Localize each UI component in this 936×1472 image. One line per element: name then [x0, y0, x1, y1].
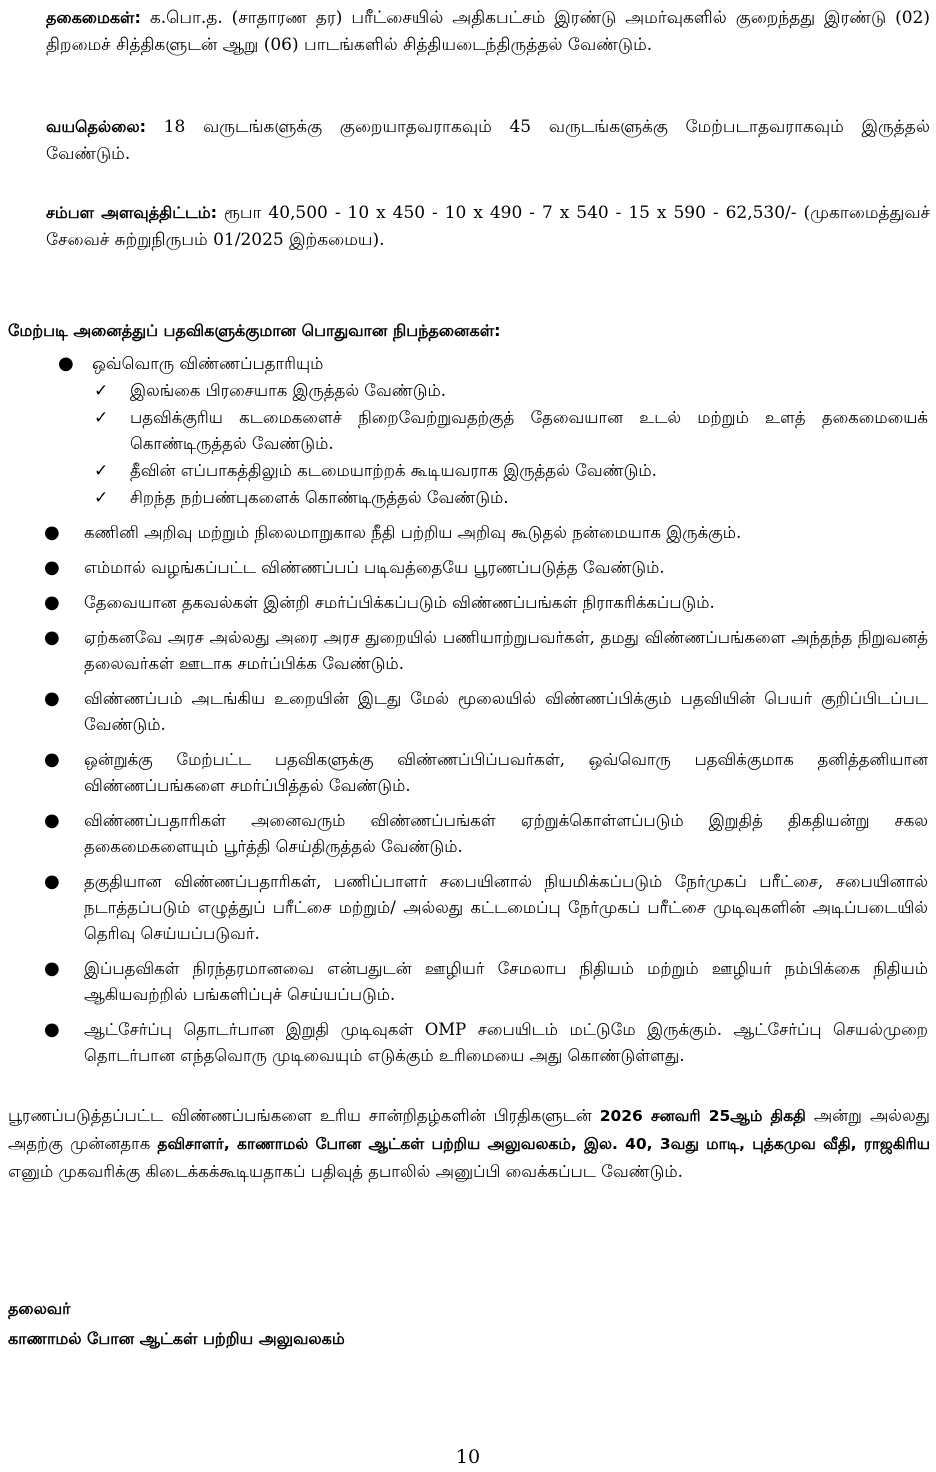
- list-item: [0, 869, 936, 947]
- submission-text-3: எனும் முகவரிக்கு கிடைக்கக்கூடியதாகப் பதிவுத் தபாலில் அனுப்பி வைக்கப்பட வேண்டும்.: [8, 1162, 683, 1181]
- bullet-icon: ●: [44, 592, 60, 613]
- list-item: [0, 625, 936, 677]
- bullet-icon: ●: [44, 871, 60, 892]
- sub-list-item: [0, 485, 936, 511]
- bullet-icon: ●: [44, 749, 60, 770]
- list-item-text: விண்ணப்பம் அடங்கிய உறையின் இடது மேல் மூலையில் விண்ணப்பிக்கும் பதவியின் பெயர் குறிப்பிடப்பட வேண்டும்.: [84, 689, 928, 734]
- list-item: [0, 590, 936, 616]
- sub-list-item: [0, 405, 936, 457]
- bullet-icon: ●: [44, 1019, 60, 1040]
- list-item-text: ஆட்சேர்ப்பு தொடர்பான இறுதி முடிவுகள் OMP சபையிடம் மட்டுமே இருக்கும். ஆட்சேர்ப்பு செயல்முறை தொடர்பான எந்தவொரு முடிவையும் எடுக்கும் உரிமையை அது கொண்டுள்ளது.: [84, 1020, 928, 1065]
- list-item-text: விண்ணப்பதாரிகள் அனைவரும் விண்ணப்பங்கள் ஏற்றுக்கொள்ளப்படும் இறுதித் திகதியன்று சகல தகைமைகளையும் பூர்த்தி செய்திருத்தல் வேண்டும்.: [84, 811, 928, 856]
- age-limit-paragraph: [46, 113, 930, 168]
- list-item: [0, 1017, 936, 1069]
- sub-list-item-text: பதவிக்குரிய கடமைகளைச் நிறைவேற்றுவதற்குத் தேவையான உடல் மற்றும் உளத் தகைமையைக் கொண்டிருத்தல் வேண்டும்.: [130, 408, 928, 453]
- salary-scale-paragraph: [46, 199, 930, 254]
- submission-paragraph: [8, 1102, 930, 1185]
- list-item-text: கணினி அறிவு மற்றும் நிலைமாறுகால நீதி பற்றிய அறிவு கூடுதல் நன்மையாக இருக்கும்.: [84, 523, 742, 542]
- list-item-text: ஒன்றுக்கு மேற்பட்ட பதவிகளுக்கு விண்ணப்பிப்பவர்கள், ஒவ்வொரு பதவிக்குமாக தனித்தனியான விண்ணப்பங்களை சமர்ப்பித்தல் வேண்டும்.: [84, 750, 928, 795]
- page-number: 10: [455, 1446, 481, 1468]
- bullet-icon: ●: [44, 627, 60, 648]
- list-item-text: எம்மால் வழங்கப்பட்ட விண்ணப்பப் படிவத்தையே பூரணப்படுத்த வேண்டும்.: [84, 558, 665, 577]
- checkmark-icon: ✓: [94, 408, 109, 428]
- general-conditions-heading: மேற்படி அனைத்துப் பதவிகளுக்குமான பொதுவான நிபந்தனைகள்:: [8, 321, 501, 340]
- list-item-text: தகுதியான விண்ணப்பதாரிகள், பணிப்பாளர் சபையினால் நியமிக்கப்படும் நேர்முகப் பரீட்சை, சபையினால் நடாத்தப்படும் எழுத்துப் பரீட்சை மற்றும்/ அல்லது கட்டமைப்பு நேர்முகப் பரீட்சை முடிவுகளின் அடிப்படையில் தெரிவு செய்யப்படுவர்.: [84, 872, 928, 943]
- checkmark-icon: ✓: [94, 381, 109, 401]
- bullet-icon: ●: [44, 557, 60, 578]
- checkmark-icon: ✓: [94, 488, 109, 508]
- checkmark-icon: ✓: [94, 461, 109, 481]
- list-item-text: ஏற்கனவே அரச அல்லது அரை அரச துறையில் பணியாற்றுபவர்கள், தமது விண்ணப்பங்களை அந்தந்த நிறுவனத் தலைவர்கள் ஊடாக சமர்ப்பிக்க வேண்டும்.: [84, 628, 928, 673]
- salary-scale-text: ரூபா 40,500 - 10 x 450 - 10 x 490 - 7 x 540 - 15 x 590 - 62,530/- (முகாமைத்துவச் சேவைச் சுற்றுநிருபம் 01/2025 இற்கமைய).: [46, 203, 931, 250]
- sub-list-item-text: இலங்கை பிரசையாக இருத்தல் வேண்டும்.: [130, 381, 447, 400]
- signature-title: தலைவர்: [8, 1299, 71, 1318]
- bullet-icon: ●: [44, 688, 60, 709]
- age-limit-label: வயதெல்லை:: [46, 117, 147, 136]
- submission-date: 2026 சனவரி 25ஆம் திகதி: [599, 1107, 806, 1125]
- bullet-icon: ●: [58, 353, 74, 374]
- qualifications-label: தகைமைகள்:: [46, 8, 141, 27]
- list-item: [0, 351, 936, 377]
- submission-text-1: பூரணப்படுத்தப்பட்ட விண்ணப்பங்களை உரிய சான்றிதழ்களின் பிரதிகளுடன்: [8, 1106, 600, 1125]
- qualifications-text: க.பொ.த. (சாதாரண தர) பரீட்சையில் அதிகபட்சம் இரண்டு அமர்வுகளில் குறைந்தது இரண்டு (02) திறமைச் சித்திகளுடன் ஆறு (06) பாடங்களில் சித்தியடைந்திருத்தல் வேண்டும்.: [46, 8, 930, 55]
- general-conditions-list: [0, 351, 936, 1069]
- qualifications-paragraph: [46, 4, 930, 59]
- submission-text-2: அன்று அல்லது அதற்கு முன்னதாக: [8, 1106, 930, 1153]
- bullet-icon: ●: [44, 810, 60, 831]
- list-item: [0, 747, 936, 799]
- submission-address: தவிசாளர், காணாமல் போன ஆட்கள் பற்றிய அலுவலகம், இல. 40, 3வது மாடி, புத்கமுவ வீதி, ராஜகிரிய: [157, 1135, 930, 1153]
- list-item-text: தேவையான தகவல்கள் இன்றி சமர்ப்பிக்கப்படும் விண்ணப்பங்கள் நிராகரிக்கப்படும்.: [84, 593, 715, 612]
- list-item-text: இப்பதவிகள் நிரந்தரமானவை என்பதுடன் ஊழியர் சேமலாப நிதியம் மற்றும் ஊழியர் நம்பிக்கை நிதியம் ஆகியவற்றில் பங்களிப்புச் செய்யப்படும்.: [84, 959, 928, 1004]
- bullet-icon: ●: [44, 958, 60, 979]
- sub-list-item-text: தீவின் எப்பாகத்திலும் கடமையாற்றக் கூடியவராக இருத்தல் வேண்டும்.: [130, 461, 657, 480]
- sub-list-item: [0, 378, 936, 404]
- bullet-icon: ●: [44, 522, 60, 543]
- signature-office: காணாமல் போன ஆட்கள் பற்றிய அலுவலகம்: [8, 1329, 345, 1348]
- list-item-text: ஒவ்வொரு விண்ணப்பதாரியும்: [92, 354, 324, 373]
- list-item: [0, 686, 936, 738]
- list-item: [0, 520, 936, 546]
- list-item: [0, 808, 936, 860]
- list-item: [0, 956, 936, 1008]
- salary-scale-label: சம்பள அளவுத்திட்டம்:: [46, 203, 218, 222]
- sub-list-item-text: சிறந்த நற்பண்புகளைக் கொண்டிருத்தல் வேண்டும்.: [130, 488, 509, 507]
- list-item: [0, 555, 936, 581]
- sub-list-item: [0, 458, 936, 484]
- age-limit-text: 18 வருடங்களுக்கு குறையாதவராகவும் 45 வருடங்களுக்கு மேற்படாதவராகவும் இருத்தல் வேண்டும்.: [46, 117, 930, 164]
